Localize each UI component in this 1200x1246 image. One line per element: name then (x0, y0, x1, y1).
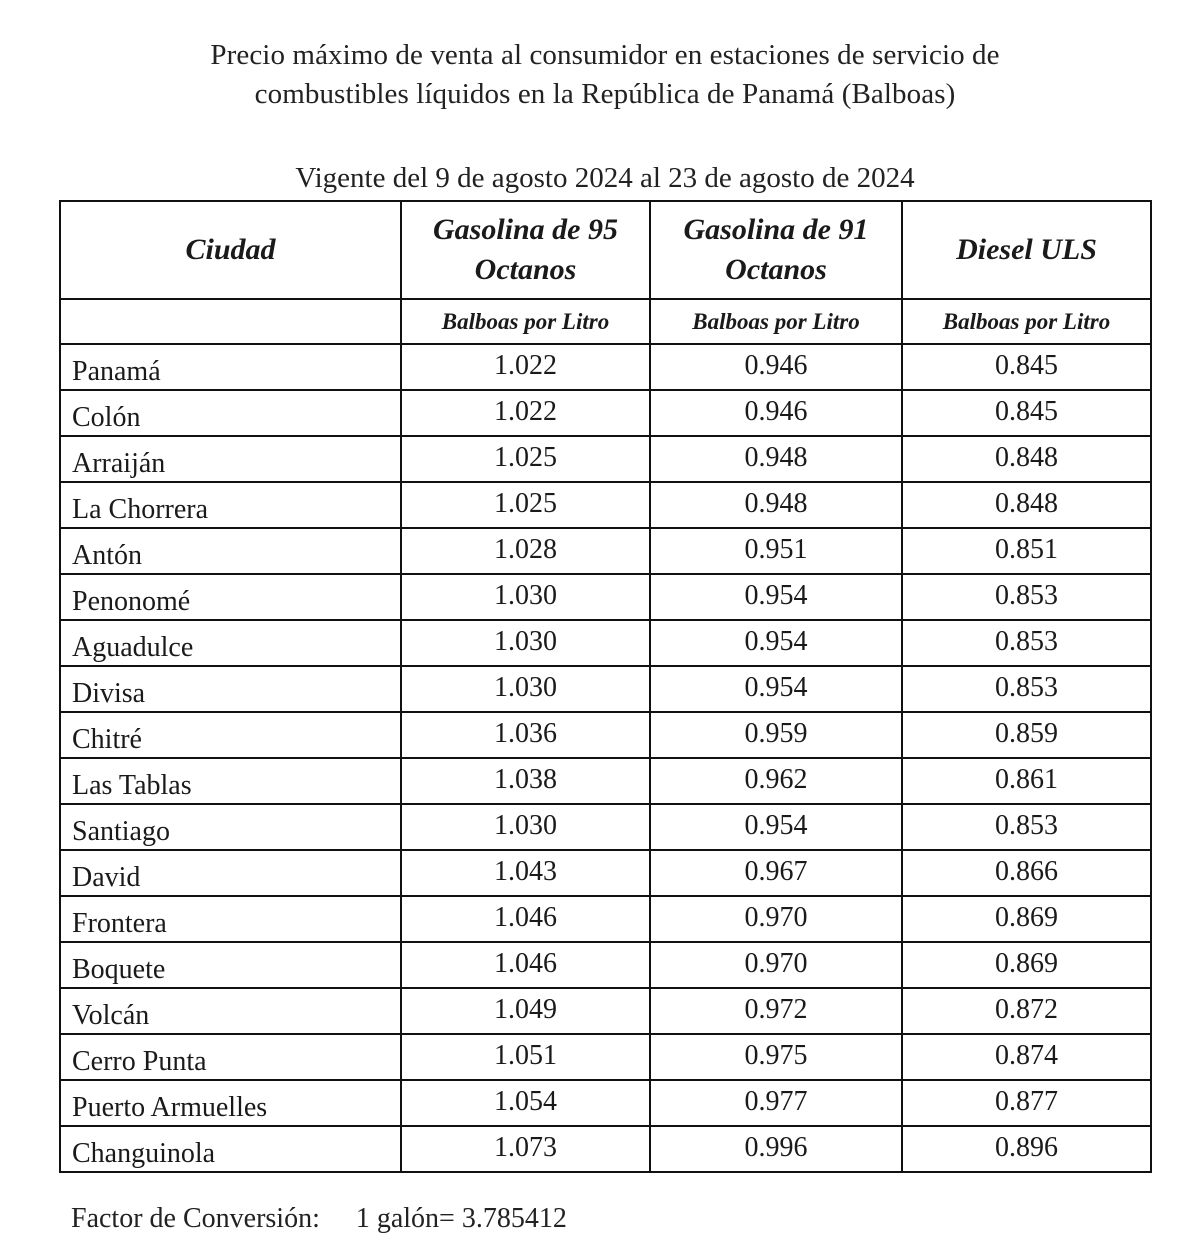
price-gasoline-91: 0.975 (650, 1034, 902, 1080)
price-gasoline-95: 1.036 (401, 712, 650, 758)
price-gasoline-91: 0.946 (650, 390, 902, 436)
price-gasoline-95: 1.030 (401, 574, 650, 620)
validity-period: Vigente del 9 de agosto 2024 al 23 de agosto de 2024 (295, 162, 915, 194)
header-gasoline-91: Gasolina de 91 Octanos (650, 201, 902, 299)
price-gasoline-91: 0.977 (650, 1080, 902, 1126)
price-gasoline-91: 0.970 (650, 942, 902, 988)
table-row (60, 666, 1151, 712)
header-city: Ciudad (60, 201, 401, 299)
table-row (60, 390, 1151, 436)
conversion-factor-label: Factor de Conversión: (71, 1203, 320, 1234)
price-gasoline-91: 0.954 (650, 574, 902, 620)
price-gasoline-95: 1.022 (401, 344, 650, 390)
price-gasoline-91: 0.972 (650, 988, 902, 1034)
city-name: Chitré (60, 712, 401, 758)
price-gasoline-95: 1.025 (401, 436, 650, 482)
price-gasoline-91: 0.962 (650, 758, 902, 804)
price-gasoline-95: 1.049 (401, 988, 650, 1034)
table-row (60, 758, 1151, 804)
units-gasoline-95: Balboas por Litro (401, 299, 650, 344)
table-row (60, 942, 1151, 988)
price-gasoline-95: 1.046 (401, 942, 650, 988)
price-diesel: 0.853 (902, 620, 1151, 666)
price-diesel: 0.869 (902, 896, 1151, 942)
price-diesel: 0.896 (902, 1126, 1151, 1172)
price-diesel: 0.853 (902, 574, 1151, 620)
table-row (60, 436, 1151, 482)
city-name: David (60, 850, 401, 896)
table-row (60, 850, 1151, 896)
city-name: La Chorrera (60, 482, 401, 528)
price-gasoline-91: 0.946 (650, 344, 902, 390)
table-row (60, 344, 1151, 390)
price-diesel: 0.869 (902, 942, 1151, 988)
price-gasoline-95: 1.038 (401, 758, 650, 804)
price-diesel: 0.874 (902, 1034, 1151, 1080)
price-diesel: 0.845 (902, 344, 1151, 390)
conversion-factor (71, 1201, 567, 1237)
city-name: Divisa (60, 666, 401, 712)
price-diesel: 0.872 (902, 988, 1151, 1034)
price-gasoline-95: 1.030 (401, 620, 650, 666)
table-row (60, 988, 1151, 1034)
table-row (60, 1080, 1151, 1126)
city-name: Puerto Armuelles (60, 1080, 401, 1126)
price-gasoline-91: 0.959 (650, 712, 902, 758)
price-gasoline-91: 0.948 (650, 482, 902, 528)
header-gasoline-95: Gasolina de 95 Octanos (401, 201, 650, 299)
price-diesel: 0.845 (902, 390, 1151, 436)
price-rows (60, 344, 1151, 1172)
price-diesel: 0.866 (902, 850, 1151, 896)
fuel-price-table (59, 200, 1152, 1173)
price-gasoline-95: 1.025 (401, 482, 650, 528)
table-row (60, 574, 1151, 620)
price-gasoline-95: 1.028 (401, 528, 650, 574)
price-gasoline-95: 1.051 (401, 1034, 650, 1080)
header-row (60, 201, 1151, 299)
price-diesel: 0.848 (902, 436, 1151, 482)
title-line-2: combustibles líquidos en la República de Panamá (Balboas) (254, 78, 956, 110)
price-gasoline-95: 1.043 (401, 850, 650, 896)
units-diesel: Balboas por Litro (902, 299, 1151, 344)
table-row (60, 1126, 1151, 1172)
city-name: Panamá (60, 344, 401, 390)
price-diesel: 0.851 (902, 528, 1151, 574)
header-diesel-uls: Diesel ULS (902, 201, 1151, 299)
price-diesel: 0.859 (902, 712, 1151, 758)
city-name: Antón (60, 528, 401, 574)
city-name: Cerro Punta (60, 1034, 401, 1080)
table-row (60, 804, 1151, 850)
price-gasoline-95: 1.054 (401, 1080, 650, 1126)
city-name: Volcán (60, 988, 401, 1034)
price-diesel: 0.853 (902, 666, 1151, 712)
city-name: Aguadulce (60, 620, 401, 666)
city-name: Santiago (60, 804, 401, 850)
table-row (60, 712, 1151, 758)
table-row (60, 620, 1151, 666)
price-gasoline-91: 0.954 (650, 620, 902, 666)
price-gasoline-95: 1.022 (401, 390, 650, 436)
price-gasoline-95: 1.030 (401, 666, 650, 712)
price-diesel: 0.861 (902, 758, 1151, 804)
document-title (0, 36, 1200, 114)
price-gasoline-95: 1.046 (401, 896, 650, 942)
city-name: Frontera (60, 896, 401, 942)
price-diesel: 0.848 (902, 482, 1151, 528)
price-gasoline-95: 1.030 (401, 804, 650, 850)
city-name: Colón (60, 390, 401, 436)
price-gasoline-91: 0.970 (650, 896, 902, 942)
price-gasoline-91: 0.954 (650, 804, 902, 850)
price-gasoline-91: 0.967 (650, 850, 902, 896)
price-gasoline-91: 0.951 (650, 528, 902, 574)
price-gasoline-91: 0.996 (650, 1126, 902, 1172)
table-row (60, 528, 1151, 574)
table-row (60, 1034, 1151, 1080)
title-line-1: Precio máximo de venta al consumidor en estaciones de servicio de (210, 39, 1000, 71)
price-diesel: 0.853 (902, 804, 1151, 850)
city-name: Changuinola (60, 1126, 401, 1172)
city-name: Arraiján (60, 436, 401, 482)
city-name: Boquete (60, 942, 401, 988)
city-name: Penonomé (60, 574, 401, 620)
city-name: Las Tablas (60, 758, 401, 804)
price-gasoline-95: 1.073 (401, 1126, 650, 1172)
price-gasoline-91: 0.954 (650, 666, 902, 712)
table-row (60, 482, 1151, 528)
price-gasoline-91: 0.948 (650, 436, 902, 482)
conversion-factor-value: 1 galón= 3.785412 (355, 1203, 567, 1234)
price-diesel: 0.877 (902, 1080, 1151, 1126)
units-city (60, 299, 401, 344)
units-row (60, 299, 1151, 344)
table-row (60, 896, 1151, 942)
units-gasoline-91: Balboas por Litro (650, 299, 902, 344)
